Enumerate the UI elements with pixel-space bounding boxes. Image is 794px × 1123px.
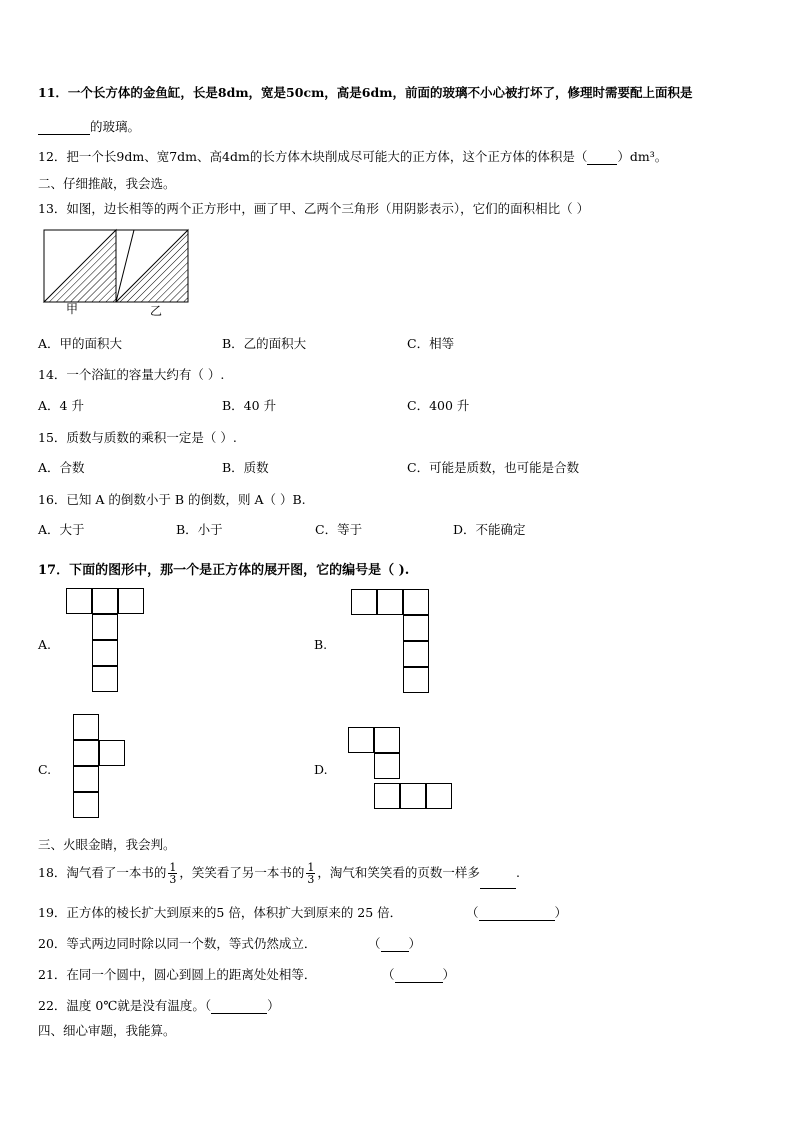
q18-fraction-1: $\frac{1}{3}$ <box>169 861 177 886</box>
q18-fraction-2: $\frac{1}{3}$ <box>307 861 315 886</box>
q15-text: 15．质数与质数的乘积一定是（ ）. <box>38 430 237 445</box>
q17-label-a[interactable]: A. <box>38 637 52 652</box>
q17-label-d[interactable]: D. <box>314 762 328 777</box>
q21-text: 21．在同一个圆中，圆心到圆上的距离处处相等． <box>38 967 317 982</box>
q22-text: 22．温度 0℃就是没有温度。（ <box>38 998 212 1013</box>
q14-text: 14．一个浴缸的容量大约有（ ）. <box>38 367 225 382</box>
triangle-jia <box>44 230 116 302</box>
q13-figure <box>40 226 190 318</box>
q17-label-c[interactable]: C. <box>38 762 52 777</box>
q13-text: 13．如图，边长相等的两个正方形中，画了甲、乙两个三角形（用阴影表示），它们的面积相比（ ） <box>38 201 590 216</box>
q14-option-b[interactable]: B．40 升 <box>222 398 277 413</box>
q18-blank[interactable] <box>480 858 516 889</box>
q14-option-c[interactable]: C．400 升 <box>407 398 470 413</box>
q18-text-c: ，淘气和笑笑看的页数一样多 <box>317 865 480 880</box>
q13-option-b[interactable]: B．乙的面积大 <box>222 336 307 351</box>
q11-suffix: 的玻璃。 <box>90 119 141 134</box>
q22: 22．温度 0℃就是没有温度。（ ） <box>38 998 280 1013</box>
q16-option-b[interactable]: B．小于 <box>176 522 223 537</box>
triangle-yi <box>116 230 188 302</box>
q11-blank[interactable] <box>38 119 90 135</box>
q21-answer[interactable]: （ ） <box>382 967 456 982</box>
q16-option-d[interactable]: D．不能确定 <box>453 522 526 537</box>
q13-option-c[interactable]: C．相等 <box>407 336 455 351</box>
q20-text: 20．等式两边同时除以同一个数，等式仍然成立． <box>38 936 317 951</box>
q17-label-b[interactable]: B. <box>314 637 328 652</box>
label-jia: 甲 <box>66 302 79 316</box>
q12 <box>38 147 667 165</box>
q16-option-c[interactable]: C．等于 <box>315 522 363 537</box>
q20-answer[interactable]: （ ） <box>368 936 422 951</box>
q15-option-b[interactable]: B．质数 <box>222 460 269 475</box>
q19 <box>38 903 402 921</box>
q22-blank[interactable] <box>211 998 267 1014</box>
section-3-heading: 三、火眼金睛，我会判。 <box>38 837 176 852</box>
q19-answer[interactable]: （ ） <box>466 905 568 920</box>
q16-option-a[interactable]: A．大于 <box>38 522 85 537</box>
q13-option-a[interactable]: A．甲的面积大 <box>38 336 123 351</box>
q12-blank[interactable] <box>587 149 617 165</box>
q18: 18．淘气看了一本书的 $\frac{1}{3}$ ，笑笑看了另一本书的 $\frac{1}{3}$ ，淘气和笑笑看的页数一样多 . <box>38 858 520 889</box>
q18-text-a: 18．淘气看了一本书的 <box>38 865 167 880</box>
q18-text-b: ，笑笑看了另一本书的 <box>179 865 305 880</box>
q19-text: 19．正方体的棱长扩大到原来的5 倍，体积扩大到原来的 25 倍． <box>38 905 403 920</box>
q12-text-a: 12．把一个长9dm、宽7dm、高4dm的长方体木块削成尽可能大的正方体，这个正方体的体积是（ <box>38 149 588 164</box>
q14-option-a[interactable]: A．4 升 <box>38 398 84 413</box>
q16-text: 16．已知 A 的倒数小于 B 的倒数，则 A（ ）B. <box>38 492 306 507</box>
q11-line1: 11．一个长方体的金鱼缸，长是8dm，宽是50cm，高是6dm，前面的玻璃不小心被打坏了，修理时需要配上面积是 <box>38 85 693 100</box>
q11-line2 <box>38 117 140 135</box>
q15-option-c[interactable]: C．可能是质数，也可能是合数 <box>407 460 580 475</box>
label-yi: 乙 <box>150 304 163 318</box>
q15-option-a[interactable]: A．合数 <box>38 460 85 475</box>
section-4-heading: 四、细心审题，我能算。 <box>38 1023 176 1038</box>
section-2-heading: 二、仔细推敲，我会选。 <box>38 176 176 191</box>
q17-text: 17．下面的图形中，那一个是正方体的展开图，它的编号是（ ). <box>38 563 410 578</box>
q12-text-b: ）dm³。 <box>617 149 668 164</box>
